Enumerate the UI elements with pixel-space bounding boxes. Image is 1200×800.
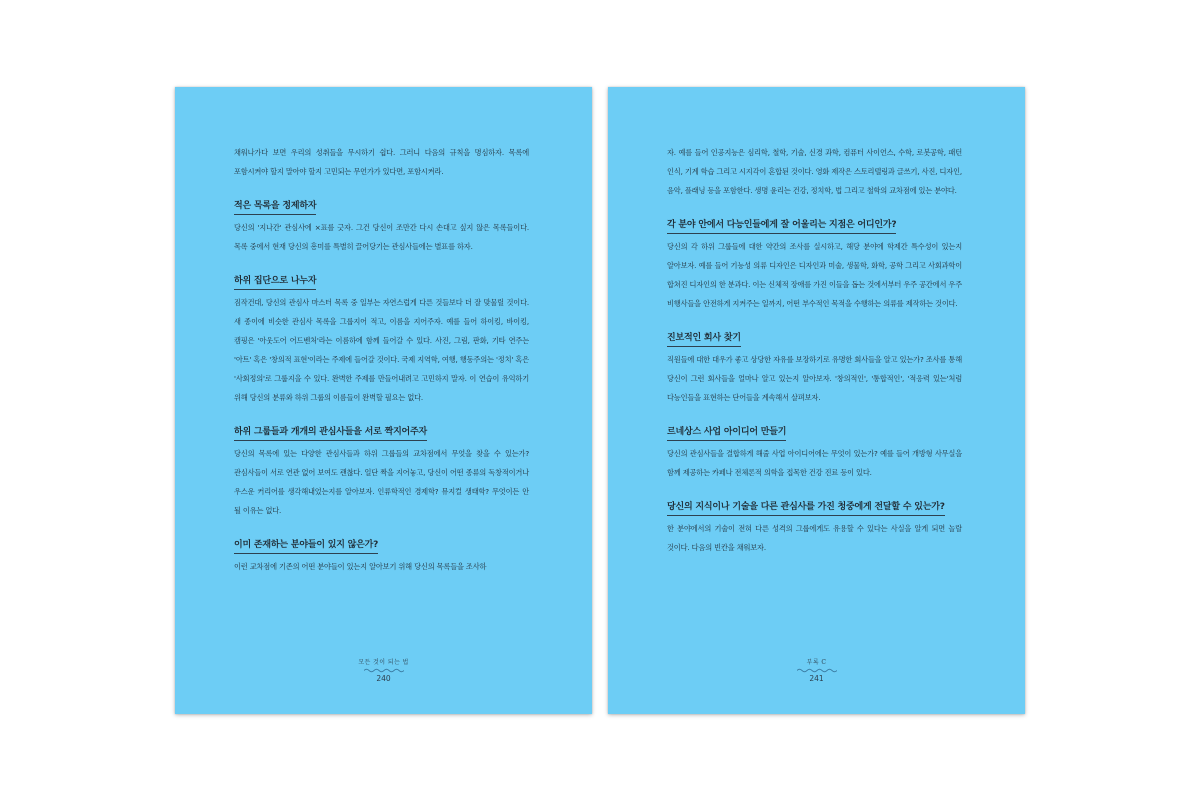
running-title: 부록 C — [806, 659, 827, 666]
left-intro-paragraph: 채워나가다 보면 우리의 성취들을 무시하기 쉽다. 그러니 다음의 규칙을 명심하자. 목록에 포함시켜야 할지 말아야 할지 고민되는 무언가가 있다면, 포함시켜라. — [234, 148, 529, 176]
left-section — [234, 520, 529, 576]
running-title: 모든 것이 되는 법 — [358, 659, 409, 666]
left-section — [234, 407, 529, 520]
section-heading: 르네상스 사업 아이디어 만들기 — [667, 425, 786, 441]
section-body: 짐작건대, 당신의 관심사 마스터 목록 중 일부는 자연스럽게 다른 것들보다 더 잘 맞물릴 것이다. 새 종이에 비슷한 관심사 목록을 그룹지어 적고, 이름을 지어주자. 예를 들어 하이킹, 바이킹, 캠핑은 '아웃도어 어드벤처'라는 이름하에 함께 들어갈 수 있다. 사진, 그림, 판화, 기타 연주는 '아트' 혹은 '창의적 표현'이라는 주제에 들어갈 것이다. 국제 지역학, 여행, 행동주의는 '정치' 혹은 '사회정의'로 그룹지을 수 있다. 완벽한 주제를 만들어내려고 고민하지 말자. 이 연습이 유익하기 위해 당신의 분류와 하위 그룹의 이름들이 완벽할 필요는 없다. — [234, 298, 529, 402]
section-heading: 하위 그룹들과 개개의 관심사들을 서로 짝지어주자 — [234, 425, 427, 441]
page-number: 240 — [376, 674, 391, 683]
section-heading: 각 분야 안에서 다능인들에게 잘 어울리는 지점은 어디인가? — [667, 218, 896, 234]
section-heading: 이미 존재하는 분야들이 있지 않은가? — [234, 538, 378, 554]
page-number: 241 — [809, 674, 824, 683]
section-body: 당신의 목록에 있는 다양한 관심사들과 하위 그룹들의 교차점에서 무엇을 찾을 수 있는가? 관심사들이 서로 연관 없어 보여도 괜찮다. 일단 짝을 지어놓고, 당신이 어떤 종류의 독창적이거나 우스운 커리어를 생각해내었는지를 알아보자. 인류학적인 경제학? 뮤지컬 생태학? 무엇이든 안 될 이유는 없다. — [234, 449, 529, 515]
right-intro-paragraph: 자. 예를 들어 인공지능은 심리학, 철학, 기술, 신경 과학, 컴퓨터 사이언스, 수학, 로봇공학, 패턴 인식, 기계 학습 그리고 시지각이 혼합된 것이다. 영화 제작은 스토리텔링과 글쓰기, 사진, 디자인, 음악, 플래닝 등을 포함한다. 생명 윤리는 건강, 정치학, 법 그리고 철학의 교차점에 있는 분야다. — [667, 148, 962, 195]
section-body: 당신의 관심사들을 결합하게 해줄 사업 아이디어에는 무엇이 있는가? 예를 들어 개방형 사무실을 함께 제공하는 카페나 전체론적 의학을 접목한 건강 진료 등이 있다. — [667, 449, 962, 477]
wave-ornament-icon — [797, 668, 837, 673]
section-body: 당신의 '지나간' 관심사에 ×표를 긋자. 그건 당신이 조만간 다시 손대고 싶지 않은 목록들이다. 목록 중에서 현재 당신의 흥미를 특별히 끌어당기는 관심사들에는 별표를 하자. — [234, 223, 529, 251]
right-page-footer — [608, 659, 1025, 684]
section-body: 한 분야에서의 기술이 전혀 다른 성격의 그룹에게도 유용할 수 있다는 사실을 알게 되면 놀랄 것이다. 다음의 빈칸을 채워보자. — [667, 524, 962, 552]
right-section — [667, 200, 962, 313]
section-body: 직원들에 대한 대우가 좋고 상당한 자유를 보장하기로 유명한 회사들을 알고 있는가? 조사를 통해 당신이 그런 회사들을 얼마나 알고 있는지 알아보자. '창의적인', '통합적인', '적응력 있는'처럼 다능인들을 표현하는 단어들을 계속해서 살펴보자. — [667, 355, 962, 402]
left-page-footer — [175, 659, 592, 684]
section-body: 이런 교차점에 기존의 어떤 분야들이 있는지 알아보기 위해 당신의 목록들을 조사하 — [234, 562, 487, 571]
left-section — [234, 256, 529, 407]
right-section — [667, 313, 962, 407]
section-heading: 하위 집단으로 나누자 — [234, 274, 316, 290]
left-page-content — [234, 143, 529, 576]
wave-ornament-icon — [364, 668, 404, 673]
right-page — [608, 87, 1025, 714]
right-section — [667, 407, 962, 482]
section-heading: 당신의 지식이나 기술을 다른 관심사를 가진 청중에게 전달할 수 있는가? — [667, 500, 945, 516]
right-section — [667, 482, 962, 557]
section-heading: 적은 목록을 정제하자 — [234, 199, 316, 215]
left-page — [175, 87, 592, 714]
section-body: 당신의 각 하위 그룹들에 대한 약간의 조사를 실시하고, 해당 분야에 학제간 특수성이 있는지 알아보자. 예를 들어 기능성 의류 디자인은 디자인과 미술, 생물학, 화학, 공학 그리고 사회과학이 합쳐진 디자인의 한 분과다. 이는 신체적 장애를 가진 이들을 돕는 것에서부터 우주 공간에서 우주 비행사들을 안전하게 지켜주는 일까지, 어떤 부수적인 목적을 수행하는 의류를 제작하는 것이다. — [667, 242, 962, 308]
left-section — [234, 181, 529, 256]
right-page-content — [667, 143, 962, 557]
section-heading: 진보적인 회사 찾기 — [667, 331, 741, 347]
